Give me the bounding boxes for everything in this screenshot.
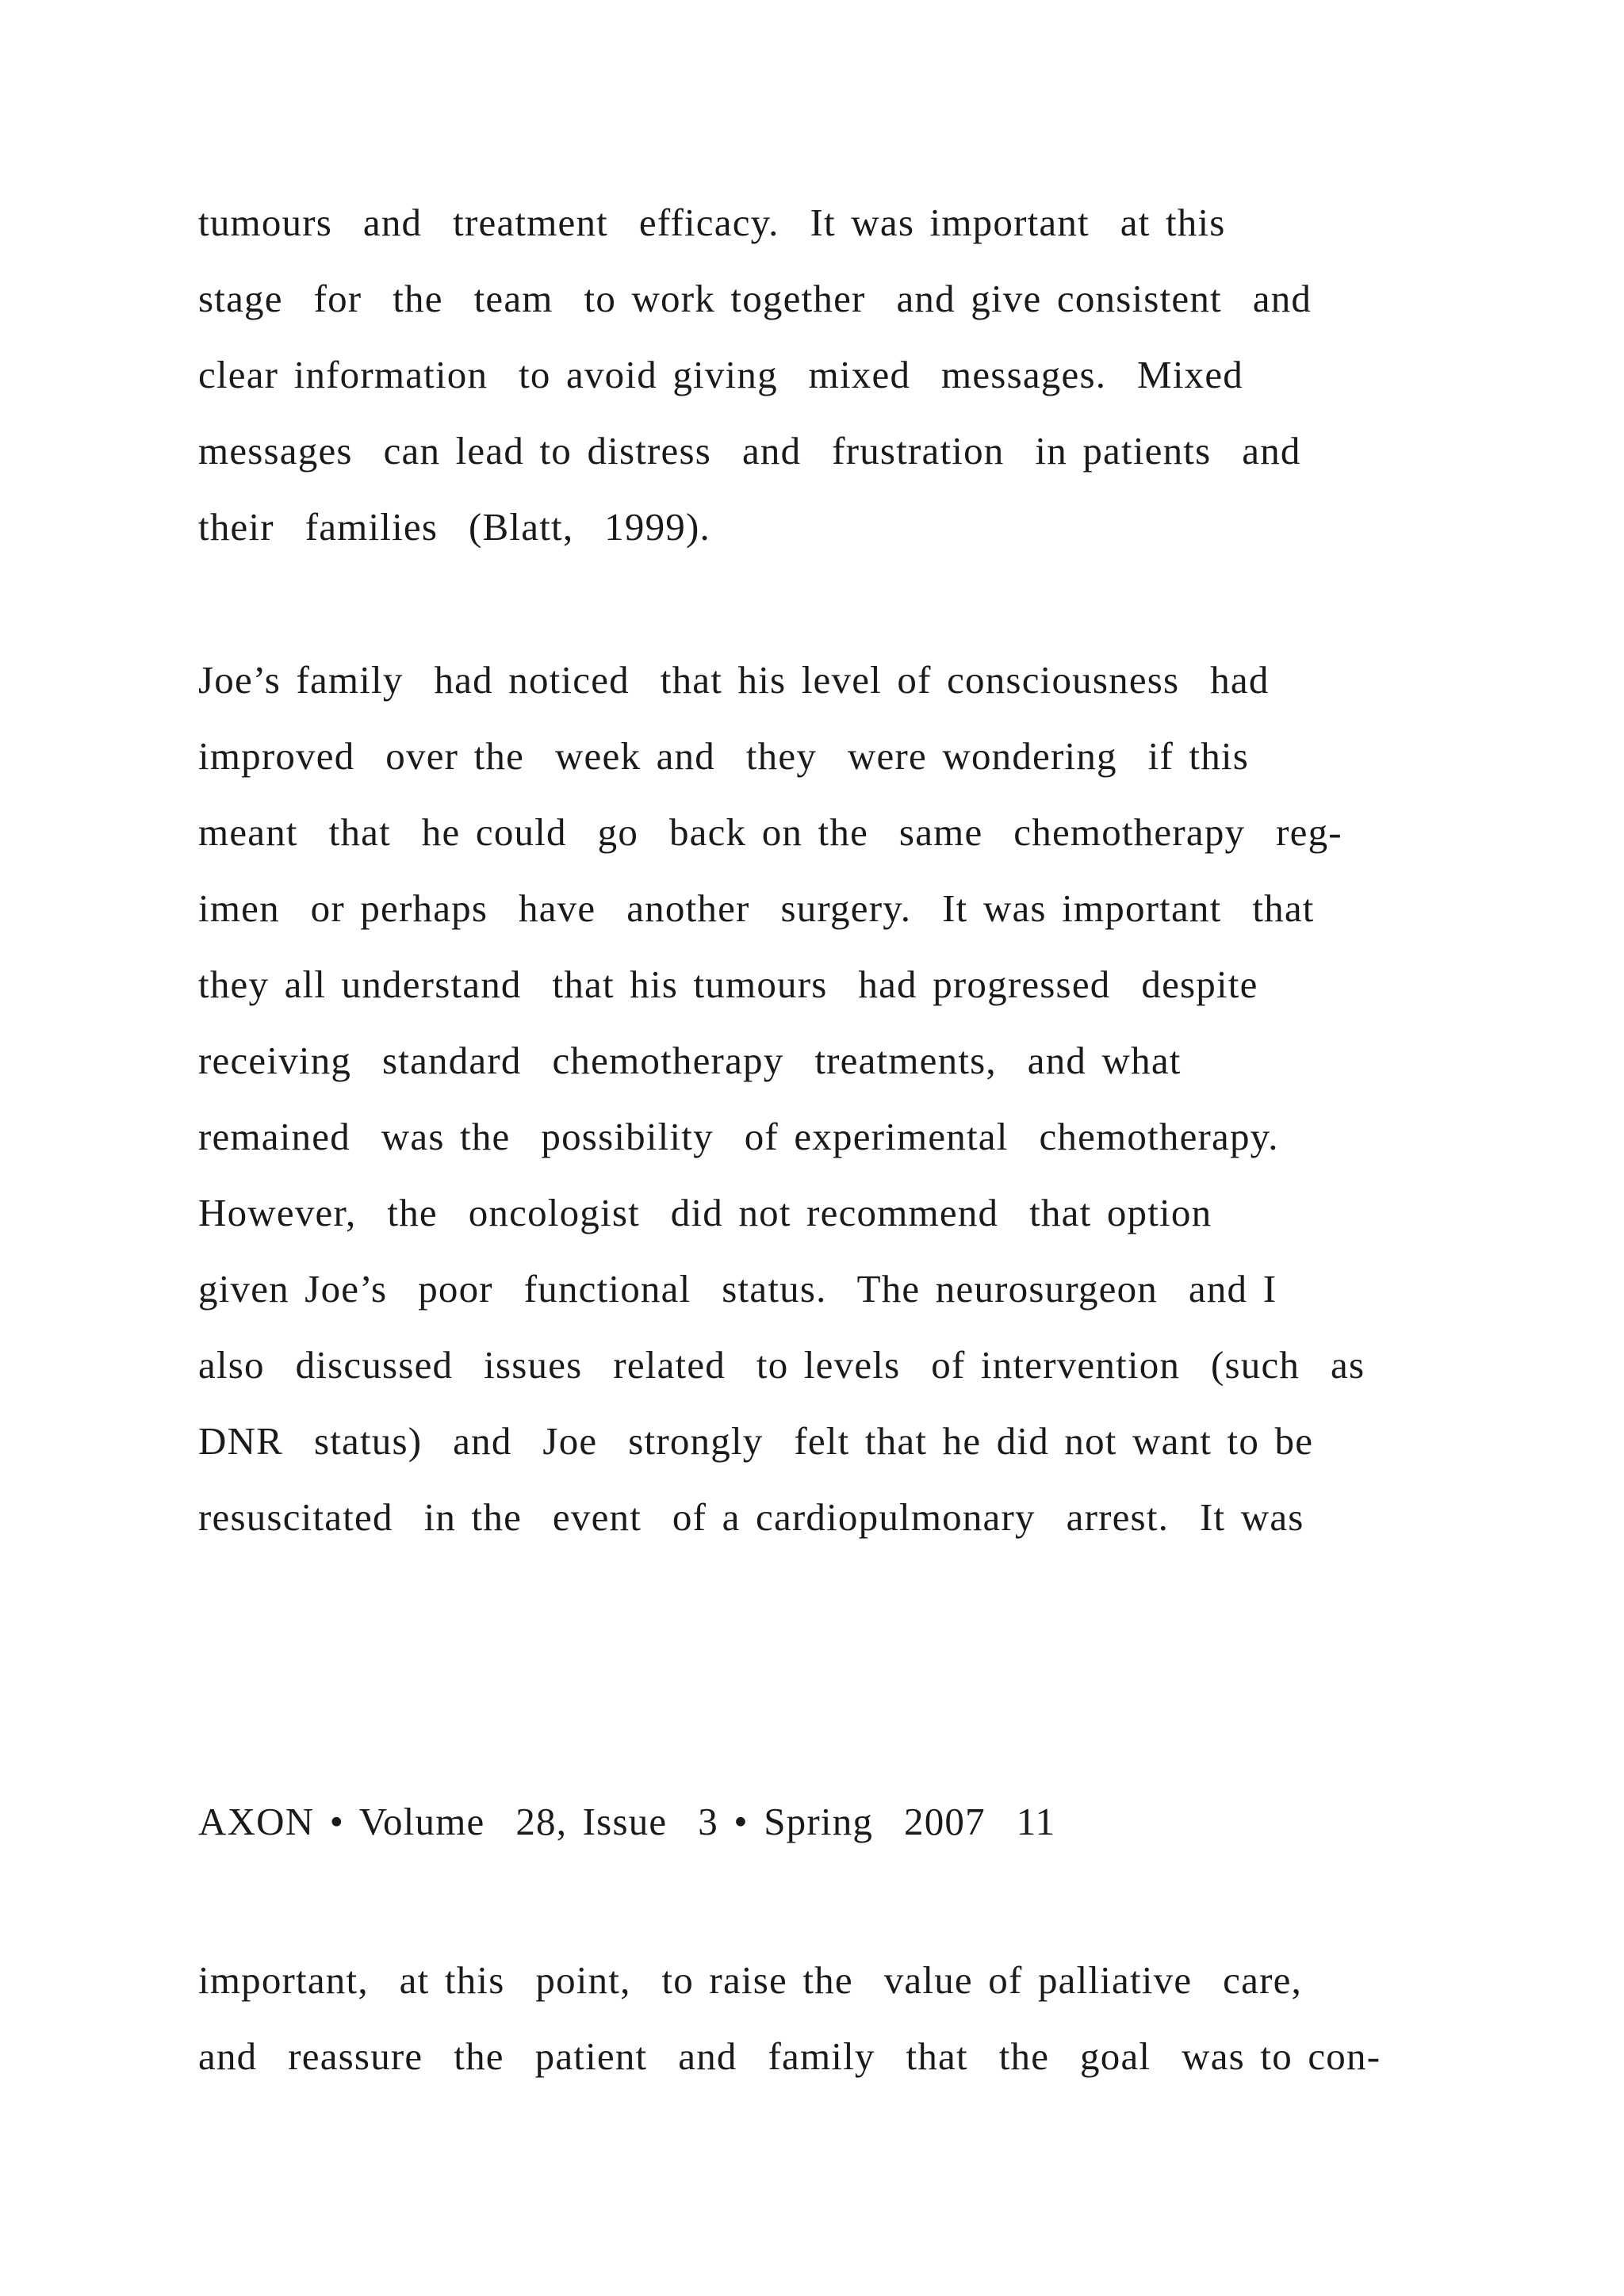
text-line: tumours and treatment efficacy. It was important at this — [198, 201, 1226, 244]
text-line: also discussed issues related to levels of intervention (such as — [198, 1343, 1365, 1387]
text-line: important, at this point, to raise the value of palliative care, — [198, 1958, 1302, 2002]
text-line: improved over the week and they were wondering if this — [198, 734, 1250, 778]
text-line: resuscitated in the event of a cardiopulmonary arrest. It was — [198, 1495, 1304, 1539]
paragraph-2 — [198, 642, 1435, 1556]
text-line: Joe’s family had noticed that his level of consciousness had — [198, 658, 1270, 702]
text-line: DNR status) and Joe strongly felt that he did not want to be — [198, 1419, 1314, 1463]
text-line: receiving standard chemotherapy treatments, and what — [198, 1039, 1182, 1082]
footer-text: AXON • Volume 28, Issue 3 • Spring 2007 11 — [198, 1800, 1056, 1843]
text-line: they all understand that his tumours had progressed despite — [198, 962, 1258, 1006]
page-footer — [198, 1784, 1435, 1860]
text-line: given Joe’s poor functional status. The neurosurgeon and I — [198, 1267, 1277, 1311]
text-line: stage for the team to work together and give consistent and — [198, 277, 1312, 320]
text-line: meant that he could go back on the same chemotherapy reg- — [198, 810, 1342, 854]
text-line: clear information to avoid giving mixed messages. Mixed — [198, 353, 1243, 396]
text-line: However, the oncologist did not recommend that option — [198, 1191, 1212, 1234]
text-line: messages can lead to distress and frustration in patients and — [198, 429, 1301, 473]
text-line: and reassure the patient and family that the goal was to con- — [198, 2034, 1381, 2078]
text-line: their families (Blatt, 1999). — [198, 505, 710, 549]
paragraph-1 — [198, 185, 1435, 565]
text-line: imen or perhaps have another surgery. It was important that — [198, 886, 1315, 930]
paragraph-3 — [198, 1942, 1435, 2095]
text-line: remained was the possibility of experimental chemotherapy. — [198, 1115, 1279, 1158]
